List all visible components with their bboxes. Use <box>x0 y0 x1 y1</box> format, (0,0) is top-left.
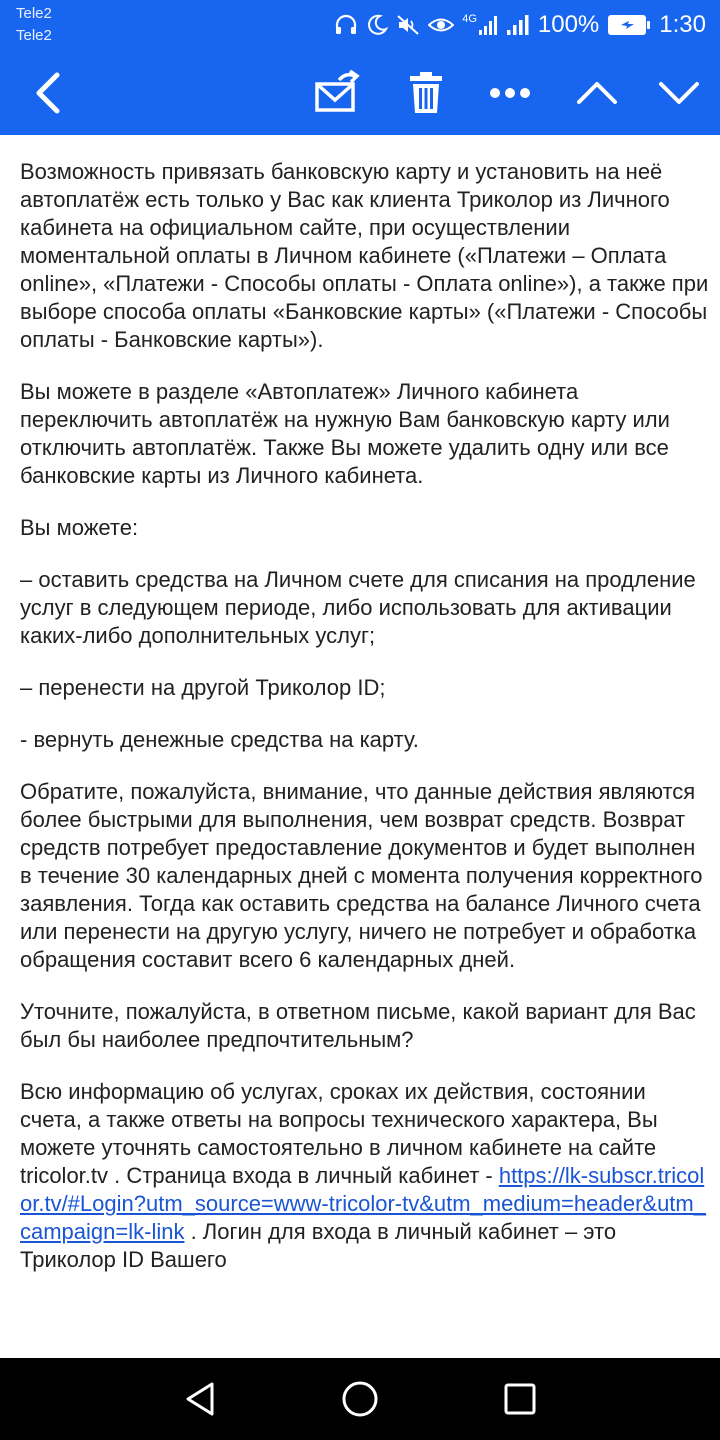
email-paragraph-last <box>20 1078 710 1274</box>
carrier-2: Tele2 <box>16 27 52 44</box>
nav-recents-button[interactable] <box>480 1358 560 1440</box>
mute-icon <box>396 14 420 36</box>
email-paragraph: – перенести на другой Триколор ID; <box>20 675 386 700</box>
battery-icon <box>607 13 651 37</box>
headset-icon <box>334 14 358 36</box>
back-button[interactable] <box>18 50 78 135</box>
nav-home-button[interactable] <box>320 1358 400 1440</box>
network-type: 4G <box>462 14 498 36</box>
status-bar <box>0 0 720 50</box>
last-paragraph-tail: . Логин для входа в личный кабинет – это Триколор ID Вашего <box>20 1219 617 1272</box>
move-mail-icon <box>312 70 362 116</box>
next-message-button[interactable] <box>648 50 710 135</box>
previous-message-button[interactable] <box>566 50 628 135</box>
nav-back-button[interactable] <box>160 1358 240 1440</box>
circle-home-icon <box>341 1380 379 1418</box>
email-paragraph: Обратите, пожалуйста, внимание, что данные действия являются более быстрыми для выполнения, чем возврат средств. Возврат средств потребует предоставление документов и будет выполнен в течение 30 календарных дней с момента получения корректного заявления. Тогда как оставить средства на балансе Личного счета или перенести на другую услугу, ничего не потребует и обработка обращения составит всего 6 календарных дней. <box>20 779 703 972</box>
more-button[interactable] <box>480 50 540 135</box>
square-recents-icon <box>503 1382 537 1416</box>
login-link[interactable]: https://lk-subscr.tricolor.tv/#Login?utm_source=www-tricolor-tv&utm_medium=header&utm_campaign=lk-link <box>20 1163 706 1244</box>
email-body[interactable] <box>20 158 710 1358</box>
back-icon <box>33 71 63 115</box>
trash-icon <box>406 71 446 115</box>
eye-icon <box>428 14 454 36</box>
chevron-down-icon <box>658 80 700 106</box>
carrier-1: Tele2 <box>16 5 52 22</box>
email-paragraph: - вернуть денежные средства на карту. <box>20 727 419 752</box>
chevron-up-icon <box>576 80 618 106</box>
app-header <box>0 0 720 135</box>
status-icons <box>334 8 706 42</box>
battery-percent: 100% <box>537 11 600 38</box>
moon-icon <box>366 14 388 36</box>
mail-toolbar <box>0 50 720 135</box>
email-paragraph: Вы можете в разделе «Автоплатеж» Личного кабинета переключить автоплатёж на нужную Вам банковскую карту или отключить автоплатёж. Также Вы можете удалить одну или все банковские карты из Личного кабинета. <box>20 379 670 488</box>
email-paragraph: Возможность привязать банковскую карту и установить на неё автоплатёж есть только у Вас как клиента Триколор из Личного кабинета на официальном сайте, при осуществлении моментальной оплаты в Личном кабинете («Платежи – Оплата online», «Платежи - Способы оплаты - Оплата online»), а также при выборе способа оплаты «Банковские карты» («Платежи - Способы оплаты - Банковские карты»). <box>20 159 709 352</box>
delete-button[interactable] <box>396 50 456 135</box>
last-paragraph-text: Всю информацию об услугах, сроках их действия, состоянии счета, а также ответы на вопросы технического характера, Вы можете уточнять самостоятельно в личном кабинете на сайте tricolor.tv . Страница входа в личный кабинет - <box>20 1079 658 1188</box>
signal-icon <box>506 14 530 36</box>
more-icon <box>488 86 532 100</box>
email-paragraph: Вы можете: <box>20 515 139 540</box>
system-nav-bar <box>0 1358 720 1440</box>
email-paragraph: Уточните, пожалуйста, в ответном письме, какой вариант для Вас был бы наиболее предпочтительным? <box>20 999 696 1052</box>
clock: 1:30 <box>659 11 706 38</box>
email-paragraph: – оставить средства на Личном счете для списания на продление услуг в следующем периоде, либо использовать для активации каких-либо дополнительных услуг; <box>20 567 696 648</box>
triangle-back-icon <box>183 1381 217 1417</box>
move-mail-button[interactable] <box>306 50 368 135</box>
